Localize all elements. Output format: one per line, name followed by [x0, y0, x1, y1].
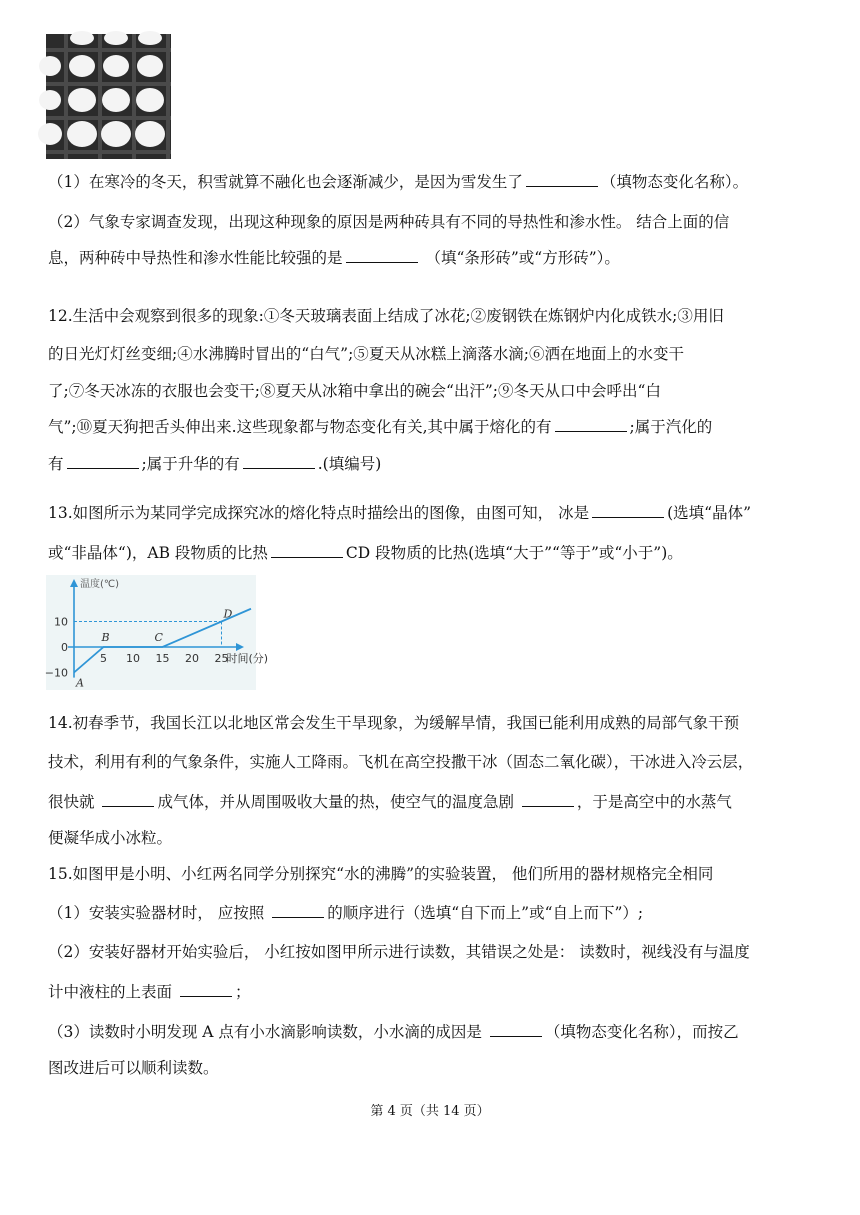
y-tick-label: 10	[54, 615, 68, 629]
q15-line4-b: ；	[234, 983, 251, 1001]
q-intro-part1	[48, 172, 748, 192]
q14-line3-c: ，于是高空中的水蒸气	[576, 793, 732, 811]
q-intro-part2-text: 息，两种砖中导热性和渗水性能比较强的是	[48, 249, 343, 267]
answer-blank[interactable]	[522, 792, 574, 807]
answer-blank[interactable]	[490, 1022, 542, 1037]
q15-line2-b: 的顺序进行（选填“自下而上”或“自上而下”）;	[327, 904, 644, 922]
q-intro-part1-text: （1）在寒冷的冬天，积雪就算不融化也会逐渐减少，是因为雪发生了	[48, 173, 523, 191]
q12-line1: 12.生活中会观察到很多的现象:①冬天玻璃表面上结成了冰花;②废钢铁在炼钢炉内化成铁水;③用旧	[48, 307, 724, 325]
point-label-b: B	[101, 631, 110, 644]
q14-line3	[48, 792, 732, 812]
x-tick-label: 10	[126, 652, 140, 665]
q12-line4-text: 气”;⑩夏天狗把舌头伸出来.这些现象都与物态变化有关,其中属于熔化的有	[48, 418, 552, 436]
q15-line2-a: （1）安装实验器材时， 应按照	[48, 904, 270, 922]
q12-line5-c: .(填编号)	[317, 455, 382, 473]
chart-svg	[44, 575, 269, 690]
q12-line3: 了;⑦冬天冰冻的衣服也会变干;⑧夏天从冰箱中拿出的碗会“出汗”;⑨冬天从口中会呼出“白	[48, 382, 661, 400]
point-label-c: C	[154, 631, 163, 644]
page-footer: 第 4 页（共 14 页）	[370, 1104, 490, 1119]
answer-blank[interactable]	[526, 172, 598, 187]
q14-line4: 便凝华成小冰粒。	[48, 829, 173, 847]
q12-line5	[48, 454, 381, 474]
answer-blank[interactable]	[555, 417, 627, 432]
y-axis-label: 温度(℃)	[80, 579, 120, 590]
snow-bricks-photo	[46, 34, 171, 159]
answer-blank[interactable]	[180, 982, 232, 997]
answer-blank[interactable]	[346, 248, 418, 263]
q12-line5-a: 有	[48, 455, 64, 473]
answer-blank[interactable]	[272, 903, 324, 918]
q15-line5-a: （3）读数时小明发现 A 点有小水滴影响读数，小水滴的成因是	[48, 1023, 487, 1041]
q15-line5	[48, 1022, 739, 1042]
q13-line2-text: 或“非晶体“)，AB 段物质的比热	[48, 544, 268, 562]
answer-blank[interactable]	[67, 454, 139, 469]
q14-line1: 14.初春季节，我国长江以北地区常会发生干旱现象，为缓解旱情，我国已能利用成熟的局部气象干预	[48, 714, 740, 732]
point-label-a: A	[76, 676, 84, 690]
answer-blank[interactable]	[592, 503, 664, 518]
q15-line6: 图改进后可以顺利读数。	[48, 1059, 219, 1077]
answer-blank[interactable]	[243, 454, 315, 469]
q15-line5-b: （填物态变化名称），而按乙	[544, 1023, 739, 1041]
x-axis-label: 时间(分)	[226, 652, 269, 665]
y-tick-label: −10	[44, 666, 68, 680]
answer-blank[interactable]	[102, 792, 154, 807]
q13-line2-tail: CD 段物质的比热(选填“大于”“等于”或“小于”)。	[345, 544, 683, 562]
x-tick-label: 20	[185, 652, 199, 665]
q13-line2	[48, 543, 683, 563]
q15-line4	[48, 982, 250, 1002]
q14-line2: 技术，利用有利的气象条件，实施人工降雨。飞机在高空投撒干冰（固态二氧化碳），干冰进入冷云层，	[48, 753, 754, 771]
answer-blank[interactable]	[271, 543, 343, 558]
q13-line1-text: 13.如图所示为某同学完成探究冰的熔化特点时描绘出的图像，由图可知， 冰是	[48, 504, 590, 522]
q14-line3-b: 成气体，并从周围吸收大量的热，使空气的温度急剧	[157, 793, 519, 811]
ice-melting-chart	[44, 575, 269, 690]
x-tick-label: 5	[100, 652, 107, 665]
q15-line1: 15.如图甲是小明、小红两名同学分别探究“水的沸腾”的实验装置， 他们所用的器材规格完全相同	[48, 865, 714, 883]
q12-line4	[48, 417, 712, 437]
q15-line4-a: 计中液柱的上表面	[48, 983, 177, 1001]
q15-line2	[48, 903, 643, 923]
q13-line1	[48, 503, 751, 523]
q-intro-part1-tail: （填物态变化名称）。	[600, 173, 749, 191]
q15-line3: （2）安装好器材开始实验后， 小红按如图甲所示进行读数，其错误之处是： 读数时，视线没有与温度	[48, 943, 750, 961]
q-intro-part2-line1: （2）气象专家调查发现，出现这种现象的原因是两种砖具有不同的导热性和渗水性。 结合上面的信	[48, 213, 730, 231]
x-tick-label: 25	[214, 652, 229, 665]
q12-line2: 的日光灯灯丝变细;④水沸腾时冒出的“白气”;⑤夏天从冰糕上滴落水滴;⑥洒在地面上的水变干	[48, 345, 685, 363]
point-label-d: D	[223, 607, 233, 621]
x-tick-label: 15	[155, 652, 170, 665]
y-tick-label: 0	[61, 641, 68, 654]
q14-line3-a: 很快就	[48, 793, 100, 811]
q13-line1-tail: (选填“晶体”	[667, 504, 751, 522]
q12-line4-tail: ;属于汽化的	[629, 418, 713, 436]
q-intro-part2-line2	[48, 248, 620, 268]
q12-line5-b: ;属于升华的有	[141, 455, 240, 473]
q-intro-part2-tail: （填“条形砖”或“方形砖”）。	[420, 249, 620, 267]
